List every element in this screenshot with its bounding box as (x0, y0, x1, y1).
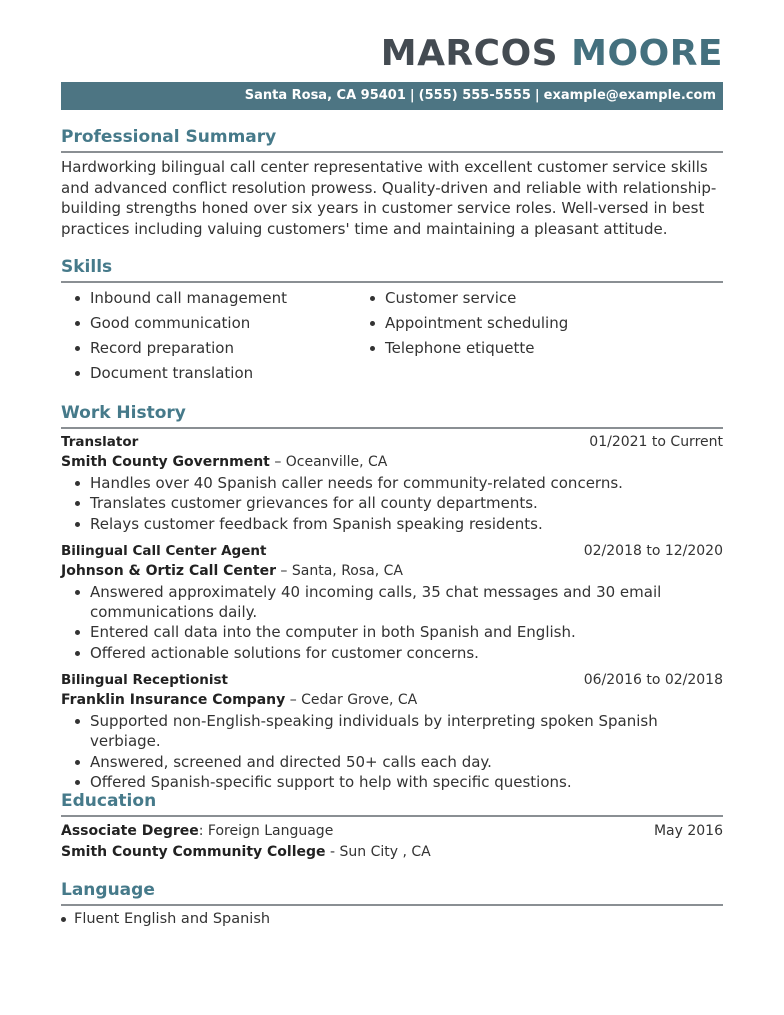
job-employer: Franklin Insurance Company (61, 692, 286, 709)
skills-list (61, 286, 723, 386)
skills-column-right (356, 286, 651, 386)
job-duties (61, 711, 723, 792)
skill-item: Telephone etiquette (356, 336, 651, 361)
job-location: – Cedar Grove, CA (285, 692, 418, 709)
job-duty: Offered actionable solutions for customer concerns. (61, 643, 723, 663)
job-dates: 01/2021 to Current (589, 434, 723, 450)
candidate-name (381, 28, 723, 80)
job-dates: 02/2018 to 12/2020 (583, 542, 723, 559)
job-duty: Answered approximately 40 incoming calls, 35 chat messages and 30 email communications daily. (61, 582, 723, 623)
job-title: Bilingual Call Center Agent (61, 542, 267, 559)
job-entry (61, 541, 723, 663)
skills-section (61, 256, 723, 386)
skill-item: Record preparation (61, 336, 356, 361)
summary-heading: Professional Summary (61, 126, 723, 153)
job-duty: Translates customer grievances for all county departments. (61, 493, 723, 513)
contact-address: Santa Rosa, CA 95401 (244, 88, 406, 103)
education-school: Smith County Community College (61, 844, 326, 860)
skill-item: Customer service (356, 286, 651, 311)
job-dates: 06/2016 to 02/2018 (583, 672, 723, 689)
job-location: – Santa, Rosa, CA (275, 562, 403, 579)
contact-phone: (555) 555-5555 (418, 88, 531, 103)
summary-section (61, 126, 723, 239)
contact-separator: | (534, 88, 540, 103)
work-history-section (61, 402, 723, 792)
job-duty: Supported non-English-speaking individuals by interpreting spoken Spanish verbiage. (61, 711, 723, 752)
skills-heading: Skills (61, 256, 723, 283)
skill-item: Good communication (61, 311, 356, 336)
language-item: Fluent English and Spanish (61, 908, 723, 930)
job-employer-line (61, 452, 723, 473)
language-list (61, 908, 723, 930)
job-duty: Offered Spanish-specific support to help with specific questions. (61, 772, 723, 792)
skills-column-left (61, 286, 356, 386)
skill-item: Document translation (61, 361, 356, 386)
work-history-heading: Work History (61, 402, 723, 429)
education-school-line (61, 842, 723, 863)
job-employer-line (61, 561, 723, 582)
contact-separator: | (409, 88, 415, 103)
summary-text: Hardworking bilingual call center representative with excellent customer service skills and advanced conflict resolution prowess. Quality-driven and reliable with relationship-building strengths honed over six years in customer service roles. Well-versed in best practices including valuing customers' time and maintaining a pleasant attitude. (61, 158, 717, 238)
job-duty: Relays customer feedback from Spanish speaking residents. (61, 514, 723, 534)
language-heading: Language (61, 879, 723, 906)
education-date: May 2016 (653, 823, 723, 839)
education-section (61, 790, 723, 863)
job-duty: Handles over 40 Spanish caller needs for community-related concerns. (61, 473, 723, 493)
last-name: MOORE (571, 33, 723, 74)
job-title: Bilingual Receptionist (61, 672, 228, 689)
education-degree: Associate Degree (61, 823, 199, 839)
job-duties (61, 473, 723, 534)
job-location: – Oceanville, CA (269, 454, 388, 470)
job-employer: Johnson & Ortiz Call Center (61, 562, 276, 579)
job-duty: Entered call data into the computer in both Spanish and English. (61, 622, 723, 642)
language-section (61, 879, 723, 930)
education-location: - Sun City , CA (325, 844, 431, 860)
job-duties (61, 582, 723, 663)
contact-bar (61, 82, 723, 110)
job-duty: Answered, screened and directed 50+ calls each day. (61, 752, 723, 772)
contact-email: example@example.com (543, 88, 716, 103)
skill-item: Appointment scheduling (356, 311, 651, 336)
job-entry (61, 432, 723, 534)
first-name: MARCOS (380, 33, 559, 74)
education-heading: Education (61, 790, 723, 817)
job-title: Translator (61, 434, 139, 450)
education-field: : Foreign Language (198, 823, 334, 839)
job-employer: Smith County Government (61, 454, 270, 470)
job-employer-line (61, 690, 723, 711)
education-degree-line (61, 821, 333, 842)
skill-item: Inbound call management (61, 286, 356, 311)
job-entry (61, 670, 723, 792)
